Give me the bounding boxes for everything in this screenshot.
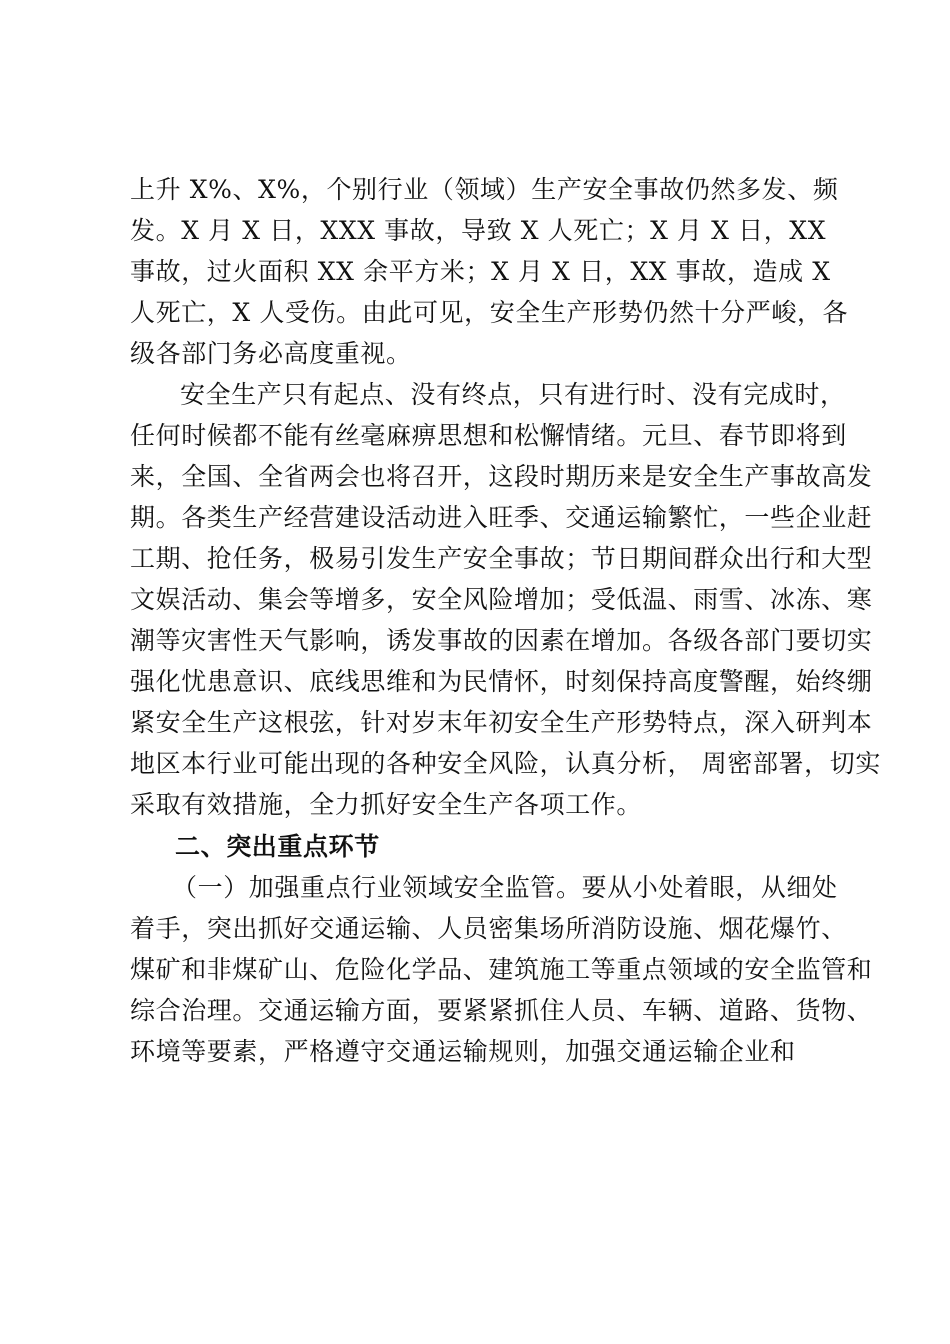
- paragraph-line: 任何时候都不能有丝毫麻痹思想和松懈情绪。元旦、春节即将到: [130, 421, 847, 450]
- paragraph-line: 安全生产只有起点、没有终点，只有进行时、没有完成时，: [180, 380, 846, 409]
- section-heading: 二、突出重点环节: [175, 832, 380, 861]
- paragraph-line: 着手，突出抓好交通运输、人员密集场所消防设施、烟花爆竹、: [130, 914, 847, 943]
- paragraph-line: 文娱活动、集会等增多，安全风险增加；受低温、雨雪、冰冻、寒: [130, 585, 873, 614]
- paragraph-line: 采取有效措施，全力抓好安全生产各项工作。: [130, 790, 643, 819]
- paragraph-line: 上升 X%、X%，个别行业（领域）生产安全事故仍然多发、频: [130, 175, 839, 204]
- paragraph-line: 级各部门务必高度重视。: [130, 339, 412, 368]
- paragraph-line: 环境等要素，严格遵守交通运输规则，加强交通运输企业和: [130, 1037, 796, 1066]
- paragraph-line: 紧安全生产这根弦，针对岁末年初安全生产形势特点，深入研判本: [130, 708, 873, 737]
- paragraph-line: 地区本行业可能出现的各种安全风险，认真分析， 周密部署，切实: [130, 749, 881, 778]
- paragraph-line: 工期、抢任务，极易引发生产安全事故；节日期间群众出行和大型: [130, 544, 873, 573]
- paragraph-line: 人死亡，X 人受伤。由此可见，安全生产形势仍然十分严峻，各: [130, 298, 849, 327]
- paragraph-line: 期。各类生产经营建设活动进入旺季、交通运输繁忙，一些企业赶: [130, 503, 873, 532]
- paragraph-line: 事故，过火面积 XX 余平方米；X 月 X 日，XX 事故，造成 X: [130, 257, 831, 286]
- paragraph-line: 综合治理。交通运输方面，要紧紧抓住人员、车辆、道路、货物、: [130, 996, 873, 1025]
- paragraph-line: 煤矿和非煤矿山、危险化学品、建筑施工等重点领域的安全监管和: [130, 955, 873, 984]
- paragraph-line: 来，全国、全省两会也将召开，这段时期历来是安全生产事故高发: [130, 462, 873, 491]
- paragraph-line: 潮等灾害性天气影响，诱发事故的因素在增加。各级各部门要切实: [130, 626, 873, 655]
- paragraph-line: （一）加强重点行业领域安全监管。要从小处着眼，从细处: [172, 873, 838, 902]
- paragraph-line: 强化忧患意识、底线思维和为民情怀，时刻保持高度警醒，始终绷: [130, 667, 873, 696]
- paragraph-line: 发。X 月 X 日，XXX 事故，导致 X 人死亡；X 月 X 日，XX: [130, 216, 827, 245]
